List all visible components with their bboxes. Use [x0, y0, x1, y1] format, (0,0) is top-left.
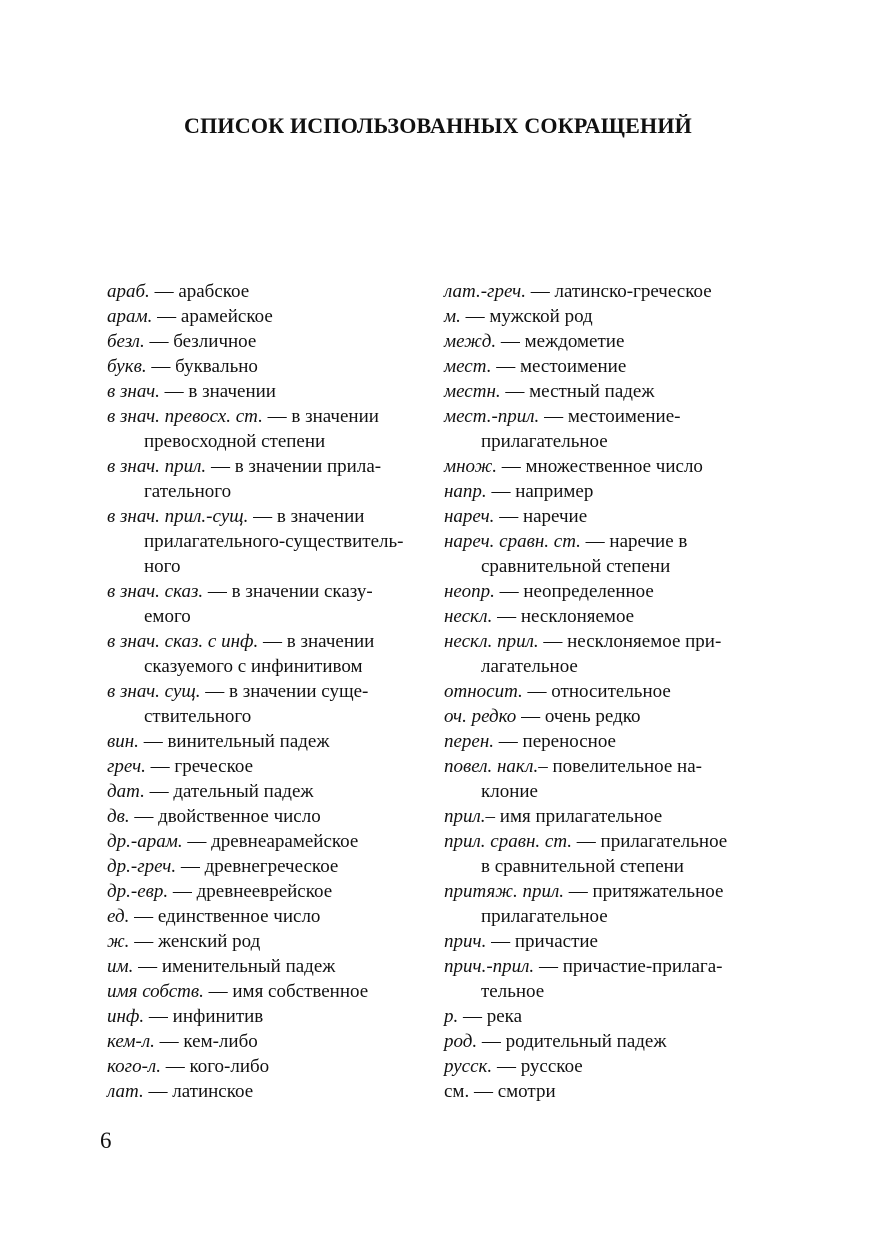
abbreviation-term: нескл. прил. — [444, 631, 539, 652]
abbreviation-meaning-continuation: ствительного — [144, 706, 252, 727]
abbreviation-meaning: арамейское — [180, 306, 273, 327]
abbreviation-meaning-continuation: прилагательное — [481, 431, 608, 452]
abbreviation-term: им. — [107, 956, 134, 977]
abbreviation-meaning: несклоняемое — [520, 606, 635, 627]
abbreviation-term: см. — [444, 1081, 470, 1102]
abbreviation-term: нареч. — [444, 506, 495, 527]
abbreviation-meaning: русское — [520, 1056, 583, 1077]
abbreviation-entry — [444, 704, 764, 729]
abbreviation-meaning: местоимение- — [567, 406, 681, 427]
abbreviation-term: м. — [444, 306, 461, 327]
abbreviation-meaning: древнегреческое — [204, 856, 339, 877]
abbreviation-entry — [444, 1054, 764, 1079]
abbreviation-meaning-continuation: прилагательного-существитель- — [144, 531, 404, 552]
abbreviation-meaning: винительный падеж — [167, 731, 330, 752]
abbreviation-meaning: относительное — [551, 681, 671, 702]
abbreviation-separator: — — [138, 731, 168, 752]
abbreviation-meaning: инфинитив — [172, 1006, 264, 1027]
abbreviation-separator: — — [129, 906, 158, 927]
abbreviation-meaning: несклоняемое при- — [567, 631, 722, 652]
abbreviation-meaning: в значении — [291, 406, 379, 427]
abbreviation-term: в знач. прил.-сущ. — [107, 506, 249, 527]
abbreviation-term: нареч. сравн. ст. — [444, 531, 581, 552]
abbreviation-separator: – — [485, 806, 500, 827]
abbreviation-separator: — — [500, 381, 530, 402]
abbreviation-separator: — — [129, 931, 158, 952]
abbreviation-separator: — — [154, 1031, 184, 1052]
abbreviation-entry — [444, 454, 764, 479]
abbreviation-meaning: междометие — [524, 331, 625, 352]
abbreviation-term: мест.-прил. — [444, 406, 540, 427]
abbreviation-separator: — — [469, 1081, 498, 1102]
abbreviation-term: букв. — [107, 356, 147, 377]
abbreviation-term: в знач. сказ. — [107, 581, 204, 602]
abbreviation-entry — [107, 1004, 407, 1029]
abbreviation-entry — [444, 604, 764, 629]
abbreviation-term: кого-л. — [107, 1056, 161, 1077]
abbreviation-meaning: в значении — [276, 506, 365, 527]
abbreviation-entry — [444, 879, 764, 929]
abbreviation-meaning: в значении — [286, 631, 375, 652]
abbreviation-term: прич. — [444, 931, 487, 952]
abbreviation-entry — [444, 804, 764, 829]
abbreviation-meaning-continuation: лагательное — [481, 656, 578, 677]
abbreviation-entry — [107, 329, 407, 354]
abbreviation-entry — [444, 629, 764, 679]
abbreviation-entry — [107, 679, 407, 729]
abbreviation-term: арам. — [107, 306, 153, 327]
abbreviation-meaning: в значении — [188, 381, 276, 402]
abbreviation-term: напр. — [444, 481, 487, 502]
abbreviation-entry — [107, 379, 407, 404]
abbreviation-meaning-continuation: емого — [144, 606, 191, 627]
abbreviation-term: безл. — [107, 331, 145, 352]
abbreviation-meaning: имя собственное — [232, 981, 369, 1002]
abbreviation-separator: — — [497, 456, 526, 477]
abbreviation-term: прич.-прил. — [444, 956, 535, 977]
abbreviation-entry — [107, 829, 407, 854]
abbreviation-entry — [107, 354, 407, 379]
abbreviation-separator: — — [206, 456, 235, 477]
abbreviation-entry — [444, 354, 764, 379]
abbreviation-separator: — — [203, 981, 233, 1002]
abbreviation-separator: — — [159, 381, 189, 402]
abbreviation-entry — [107, 804, 407, 829]
abbreviation-entry — [107, 1054, 407, 1079]
abbreviation-separator: — — [564, 881, 593, 902]
abbreviation-term: притяж. прил. — [444, 881, 564, 902]
abbreviation-term: греч. — [107, 756, 146, 777]
abbreviation-separator: — — [160, 1056, 190, 1077]
abbreviation-term: перен. — [444, 731, 495, 752]
abbreviation-separator: — — [486, 931, 515, 952]
abbreviation-meaning-continuation: в сравнительной степени — [481, 856, 684, 877]
abbreviation-separator: — — [538, 631, 568, 652]
abbreviation-entry — [107, 404, 407, 454]
abbreviation-entry — [107, 779, 407, 804]
abbreviation-term: мест. — [444, 356, 492, 377]
abbreviation-separator: — — [458, 1006, 487, 1027]
abbreviation-term: инф. — [107, 1006, 145, 1027]
abbreviation-meaning: в значении прила- — [234, 456, 382, 477]
abbreviation-meaning-continuation: прилагательное — [481, 906, 608, 927]
abbreviation-meaning: древнеарамейское — [211, 831, 359, 852]
abbreviation-separator: — — [491, 356, 520, 377]
abbreviation-entry — [444, 679, 764, 704]
abbreviation-entry — [107, 754, 407, 779]
abbreviation-meaning: греческое — [174, 756, 254, 777]
abbreviation-term: др.-евр. — [107, 881, 169, 902]
abbreviation-separator: — — [494, 506, 523, 527]
abbreviation-meaning: латинское — [172, 1081, 254, 1102]
abbreviation-meaning: буквально — [175, 356, 258, 377]
abbreviation-separator: — — [200, 681, 229, 702]
abbreviation-term: ед. — [107, 906, 130, 927]
abbreviation-term: араб. — [107, 281, 150, 302]
abbreviation-meaning: например — [515, 481, 594, 502]
abbreviation-separator: — — [516, 706, 545, 727]
abbreviation-meaning: двойственное число — [158, 806, 321, 827]
abbreviation-separator: — — [149, 281, 179, 302]
abbreviation-term: русск. — [444, 1056, 493, 1077]
abbreviation-separator: — — [539, 406, 568, 427]
abbreviation-separator: — — [460, 306, 490, 327]
abbreviation-separator: – — [538, 756, 553, 777]
abbreviation-term: др.-греч. — [107, 856, 177, 877]
abbreviation-term: неопр. — [444, 581, 495, 602]
abbreviation-term: лат.-греч. — [444, 281, 526, 302]
abbreviation-meaning: местоимение — [519, 356, 627, 377]
abbreviation-separator: — — [176, 856, 205, 877]
abbreviation-entry — [444, 1004, 764, 1029]
abbreviation-entry — [444, 404, 764, 454]
abbreviation-meaning-continuation: гательного — [144, 481, 232, 502]
abbreviation-term: лат. — [107, 1081, 144, 1102]
abbreviation-meaning-continuation: тельное — [481, 981, 545, 1002]
abbreviation-entry — [444, 479, 764, 504]
abbreviation-entry — [107, 279, 407, 304]
abbreviation-term: вин. — [107, 731, 139, 752]
abbreviation-entry — [107, 879, 407, 904]
abbreviation-term: относит. — [444, 681, 523, 702]
abbreviation-meaning-continuation: ного — [144, 556, 181, 577]
abbreviation-meaning-continuation: сравнительной степени — [481, 556, 671, 577]
abbreviation-meaning: прилагательное — [600, 831, 728, 852]
abbreviation-separator: — — [203, 581, 232, 602]
abbreviation-meaning: наречие — [522, 506, 588, 527]
abbreviation-entry — [444, 754, 764, 804]
abbreviation-entry — [444, 304, 764, 329]
abbreviation-separator: — — [129, 806, 159, 827]
abbreviation-term: род. — [444, 1031, 478, 1052]
abbreviation-entry — [444, 579, 764, 604]
abbreviation-term: местн. — [444, 381, 501, 402]
abbreviation-meaning: родительный падеж — [505, 1031, 667, 1052]
abbreviation-entry — [444, 279, 764, 304]
abbreviation-meaning: мужской род — [489, 306, 593, 327]
abbreviation-term: прил. — [444, 806, 486, 827]
page-number: 6 — [100, 1128, 112, 1153]
abbreviation-meaning: дательный падеж — [173, 781, 314, 802]
abbreviation-meaning: причастие — [514, 931, 598, 952]
abbreviation-separator: — — [525, 281, 555, 302]
abbreviation-meaning: кого-либо — [189, 1056, 270, 1077]
abbreviations-right-column — [444, 279, 764, 1104]
abbreviation-separator: — — [133, 956, 162, 977]
abbreviation-entry — [444, 929, 764, 954]
page-title: СПИСОК ИСПОЛЬЗОВАННЫХ СОКРАЩЕНИЙ — [184, 113, 692, 138]
abbreviation-term: др.-арам. — [107, 831, 183, 852]
abbreviation-meaning: женский род — [157, 931, 261, 952]
abbreviation-entry — [107, 504, 407, 579]
abbreviation-term: в знач. прил. — [107, 456, 207, 477]
abbreviation-meaning: наречие в — [609, 531, 688, 552]
abbreviation-separator: — — [492, 1056, 521, 1077]
abbreviation-term: имя собств. — [107, 981, 204, 1002]
abbreviation-entry — [444, 1079, 764, 1104]
abbreviation-meaning: единственное число — [157, 906, 321, 927]
abbreviation-meaning: смотри — [497, 1081, 556, 1102]
abbreviation-meaning: очень редко — [544, 706, 641, 727]
abbreviation-meaning: латинско-греческое — [554, 281, 712, 302]
abbreviation-term: множ. — [444, 456, 498, 477]
abbreviation-separator: — — [146, 356, 176, 377]
abbreviation-meaning: причастие-прилага- — [562, 956, 723, 977]
abbreviation-separator: — — [258, 631, 287, 652]
abbreviation-entry — [444, 504, 764, 529]
abbreviation-separator: — — [168, 881, 197, 902]
abbreviation-entry — [107, 929, 407, 954]
abbreviation-separator: — — [572, 831, 601, 852]
abbreviation-entry — [107, 629, 407, 679]
abbreviation-entry — [107, 1079, 407, 1104]
abbreviation-separator: — — [580, 531, 610, 552]
abbreviation-entry — [444, 329, 764, 354]
abbreviation-term: в знач. сущ. — [107, 681, 201, 702]
abbreviation-meaning: безличное — [173, 331, 257, 352]
abbreviation-meaning: в значении суще- — [228, 681, 369, 702]
abbreviation-entry — [107, 1029, 407, 1054]
abbreviation-separator: — — [494, 581, 524, 602]
abbreviation-meaning: повелительное на- — [552, 756, 702, 777]
abbreviation-meaning-continuation: превосходной степени — [144, 431, 326, 452]
abbreviation-meaning: в значении сказу- — [231, 581, 373, 602]
abbreviation-separator: — — [522, 681, 552, 702]
abbreviation-separator: — — [143, 1081, 173, 1102]
abbreviation-entry — [107, 904, 407, 929]
abbreviation-entry — [107, 579, 407, 629]
abbreviation-term: повел. накл. — [444, 756, 539, 777]
abbreviation-separator: — — [477, 1031, 506, 1052]
abbreviation-entry — [444, 1029, 764, 1054]
abbreviation-separator: — — [494, 731, 523, 752]
abbreviation-entry — [444, 829, 764, 879]
abbreviation-term: дат. — [107, 781, 145, 802]
abbreviation-term: в знач. сказ. с инф. — [107, 631, 259, 652]
abbreviation-entry — [107, 979, 407, 1004]
abbreviation-separator: — — [534, 956, 563, 977]
abbreviation-entry — [107, 954, 407, 979]
abbreviation-meaning: имя прилагательное — [499, 806, 663, 827]
abbreviation-term: в знач. — [107, 381, 160, 402]
abbreviation-meaning-continuation: клоние — [481, 781, 538, 802]
abbreviation-term: нескл. — [444, 606, 493, 627]
abbreviation-entry — [107, 454, 407, 504]
abbreviation-entry — [444, 729, 764, 754]
abbreviation-term: в знач. превосх. ст. — [107, 406, 263, 427]
abbreviation-meaning: неопределенное — [523, 581, 654, 602]
abbreviation-meaning: древнееврейское — [196, 881, 333, 902]
abbreviation-separator: — — [144, 781, 174, 802]
abbreviation-separator: — — [182, 831, 212, 852]
abbreviation-entry — [107, 729, 407, 754]
abbreviation-separator: — — [486, 481, 516, 502]
abbreviation-meaning: арабское — [178, 281, 250, 302]
abbreviation-separator: — — [492, 606, 521, 627]
abbreviation-separator: — — [144, 331, 174, 352]
abbreviation-meaning: притяжательное — [592, 881, 724, 902]
abbreviation-entry — [444, 379, 764, 404]
abbreviation-separator: — — [248, 506, 277, 527]
abbreviation-term: дв. — [107, 806, 130, 827]
abbreviation-entry — [107, 304, 407, 329]
abbreviation-separator: — — [262, 406, 292, 427]
abbreviation-separator: — — [496, 331, 525, 352]
abbreviation-meaning: именительный падеж — [161, 956, 336, 977]
abbreviation-term: кем-л. — [107, 1031, 155, 1052]
abbreviation-meaning: местный падеж — [529, 381, 655, 402]
abbreviation-separator: — — [145, 756, 175, 777]
abbreviation-term: р. — [444, 1006, 459, 1027]
abbreviation-entry — [107, 854, 407, 879]
abbreviation-meaning: кем-либо — [183, 1031, 258, 1052]
abbreviation-meaning-continuation: сказуемого с инфинитивом — [144, 656, 363, 677]
abbreviation-term: прил. сравн. ст. — [444, 831, 573, 852]
abbreviation-term: межд. — [444, 331, 497, 352]
abbreviation-meaning: река — [486, 1006, 523, 1027]
abbreviation-meaning: переносное — [522, 731, 616, 752]
abbreviation-term: ж. — [107, 931, 130, 952]
abbreviation-entry — [444, 954, 764, 1004]
abbreviation-meaning: множественное число — [525, 456, 703, 477]
abbreviation-separator: — — [152, 306, 181, 327]
abbreviation-term: оч. редко — [444, 706, 517, 727]
abbreviation-separator: — — [144, 1006, 173, 1027]
abbreviation-entry — [444, 529, 764, 579]
abbreviations-left-column — [107, 279, 407, 1104]
